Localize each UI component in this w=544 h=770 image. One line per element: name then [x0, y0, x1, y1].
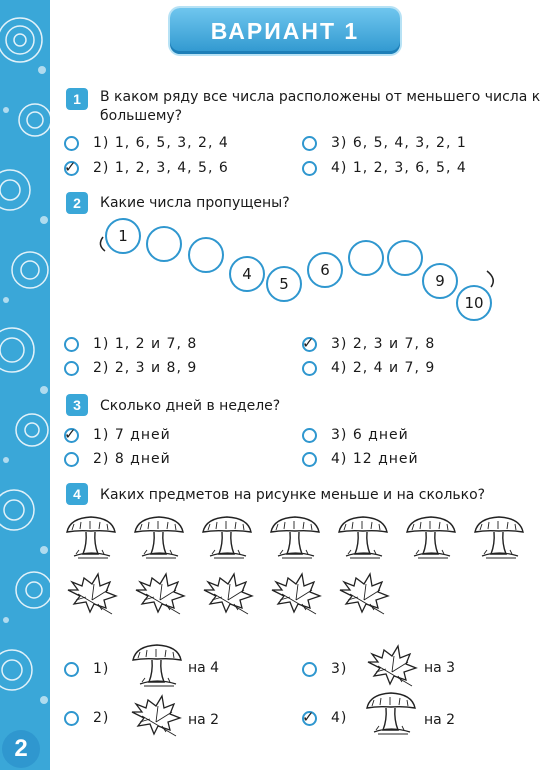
maple-leaf-icon	[336, 570, 392, 622]
question-1-text-line2: большему?	[100, 108, 183, 124]
checkmark-icon: ✓	[64, 157, 77, 176]
radio-button-checked[interactable]	[64, 157, 79, 176]
mushroom-icon	[130, 642, 184, 692]
q3-option-2[interactable]: 2) 8 дней	[64, 448, 171, 470]
chain-circle-5: 5	[266, 266, 302, 302]
maple-leaf-icon	[132, 570, 188, 622]
radio-button[interactable]	[64, 337, 79, 352]
chain-circle-9: 9	[422, 263, 458, 299]
radio-button[interactable]	[64, 361, 79, 376]
q1-option-1[interactable]: 1) 1, 6, 5, 3, 2, 4	[64, 132, 229, 154]
radio-button[interactable]	[302, 662, 317, 677]
variant-header	[170, 8, 400, 54]
q4-option-4-value: на 2	[424, 712, 456, 728]
q1-option-2[interactable]: ✓ 2) 1, 2, 3, 4, 5, 6	[64, 157, 229, 176]
mushroom-icon	[364, 690, 418, 740]
variant-header-badge	[170, 8, 400, 54]
chain-circle-3-empty	[188, 237, 224, 273]
q4-option-4[interactable]: ✓ 4)	[302, 707, 348, 726]
chain-circle-2-empty	[146, 226, 182, 262]
checkmark-icon: ✓	[302, 707, 315, 726]
radio-button-checked[interactable]	[64, 424, 79, 443]
q2-option-3[interactable]: ✓ 3) 2, 3 и 7, 8	[302, 333, 436, 352]
q4-option-3-value: на 3	[424, 660, 456, 676]
mushroom-icon	[200, 514, 254, 564]
q4-option-1[interactable]: 1)	[64, 658, 109, 680]
decorative-side-band	[0, 0, 50, 770]
question-2-text: Какие числа пропущены?	[100, 195, 290, 211]
q2-option-1[interactable]: 1) 1, 2 и 7, 8	[64, 333, 197, 355]
q3-option-3[interactable]: 3) 6 дней	[302, 424, 409, 446]
chain-circle-4: 4	[229, 256, 265, 292]
chain-circle-7-empty	[348, 240, 384, 276]
mushroom-icon	[404, 514, 458, 564]
mushroom-icon	[132, 514, 186, 564]
radio-button[interactable]	[302, 361, 317, 376]
radio-button-checked[interactable]	[302, 707, 317, 726]
q1-option-4[interactable]: 4) 1, 2, 3, 6, 5, 4	[302, 157, 467, 179]
q4-option-2[interactable]: 2)	[64, 707, 109, 729]
snowflake-pattern-icon	[0, 0, 50, 770]
chain-circle-10: 10	[456, 285, 492, 321]
radio-button[interactable]	[302, 161, 317, 176]
question-4-number: 4	[66, 483, 88, 505]
q2-option-4[interactable]: 4) 2, 4 и 7, 9	[302, 357, 435, 379]
q3-option-1[interactable]: ✓ 1) 7 дней	[64, 424, 171, 443]
maple-leaf-icon	[268, 570, 324, 622]
maple-leaf-icon	[364, 642, 420, 694]
q1-option-3[interactable]: 3) 6, 5, 4, 3, 2, 1	[302, 132, 467, 154]
q4-option-1-value: на 4	[188, 660, 220, 676]
radio-button[interactable]	[302, 136, 317, 151]
maple-leaf-icon	[64, 570, 120, 622]
chain-circle-8-empty	[387, 240, 423, 276]
radio-button[interactable]	[64, 711, 79, 726]
q4-option-2-value: на 2	[188, 712, 220, 728]
maple-leaf-icon	[128, 692, 184, 744]
radio-button[interactable]	[302, 428, 317, 443]
radio-button[interactable]	[302, 452, 317, 467]
mushroom-icon	[64, 514, 118, 564]
page-number: 2	[2, 730, 40, 768]
radio-button-checked[interactable]	[302, 333, 317, 352]
question-1-text-line1: В каком ряду все числа расположены от меньшего числа к	[100, 89, 541, 105]
question-3-text: Сколько дней в неделе?	[100, 398, 281, 414]
maple-leaf-icon	[200, 570, 256, 622]
radio-button[interactable]	[64, 662, 79, 677]
radio-button[interactable]	[64, 136, 79, 151]
mushroom-icon	[268, 514, 322, 564]
variant-title: ВАРИАНТ 1	[210, 17, 360, 44]
q3-option-4[interactable]: 4) 12 дней	[302, 448, 419, 470]
checkmark-icon: ✓	[64, 424, 77, 443]
chain-circle-1: 1	[105, 218, 141, 254]
question-2-number: 2	[66, 192, 88, 214]
radio-button[interactable]	[64, 452, 79, 467]
question-1-number: 1	[66, 88, 88, 110]
q2-option-2[interactable]: 2) 2, 3 и 8, 9	[64, 357, 197, 379]
chain-circle-6: 6	[307, 252, 343, 288]
mushroom-icon	[336, 514, 390, 564]
checkmark-icon: ✓	[302, 333, 315, 352]
mushroom-icon	[472, 514, 526, 564]
question-4-text: Каких предметов на рисунке меньше и на сколько?	[100, 487, 486, 503]
question-3-number: 3	[66, 394, 88, 416]
q4-option-3[interactable]: 3)	[302, 658, 347, 680]
